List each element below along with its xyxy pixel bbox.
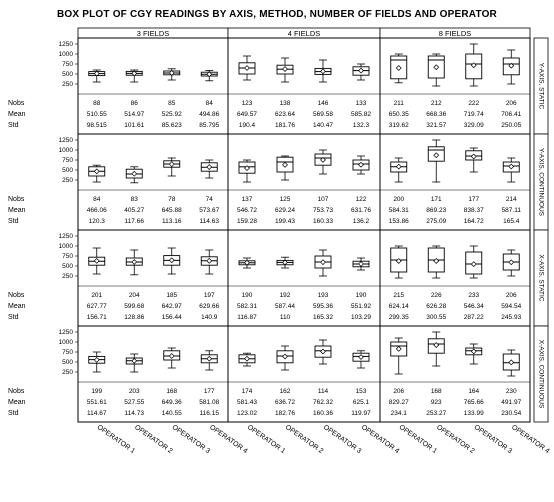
stat-value: 585.82 — [351, 111, 371, 118]
stat-value: 140.9 — [201, 314, 218, 321]
stat-value: 140.55 — [161, 410, 182, 417]
stat-value: 123.02 — [237, 410, 257, 417]
y-tick-label: 750 — [62, 61, 73, 69]
stat-value: 120.3 — [88, 218, 105, 225]
stat-value: 594.54 — [501, 303, 522, 310]
stat-value: 85.623 — [161, 122, 182, 129]
stat-value: 206 — [505, 292, 517, 299]
stat-label: Nobs — [8, 196, 25, 203]
y-tick-label: 1000 — [58, 51, 73, 59]
stat-value: 133.99 — [463, 410, 484, 417]
stat-value: 114 — [317, 388, 329, 395]
stat-value: 177 — [468, 196, 480, 203]
stat-value: 573.67 — [199, 207, 220, 214]
stat-value: 204 — [128, 292, 140, 299]
stat-value: 103.29 — [351, 314, 371, 321]
stat-value: 838.37 — [463, 207, 484, 214]
stat-value: 185 — [166, 292, 178, 299]
stat-value: 214 — [505, 196, 517, 203]
y-tick-label: 1250 — [58, 41, 73, 49]
stat-label: Std — [8, 410, 19, 417]
stat-value: 595.36 — [313, 303, 333, 310]
y-tick-label: 500 — [62, 167, 73, 175]
stat-value: 199 — [91, 388, 103, 395]
y-tick-label: 750 — [62, 157, 73, 165]
stat-value: 230.54 — [501, 410, 522, 417]
stat-value: 645.88 — [161, 207, 182, 214]
stat-value: 719.74 — [463, 111, 484, 118]
stat-value: 190 — [355, 292, 367, 299]
stat-label: Mean — [8, 303, 26, 310]
stat-value: 138 — [279, 100, 291, 107]
stat-value: 546.34 — [463, 303, 484, 310]
y-tick-label: 250 — [62, 177, 73, 185]
stat-value: 629.66 — [199, 303, 220, 310]
stat-value: 132.3 — [352, 122, 370, 129]
stat-value: 551.92 — [351, 303, 371, 310]
stat-value: 765.66 — [463, 399, 484, 406]
stat-value: 212 — [430, 100, 442, 107]
y-tick-label: 1000 — [58, 243, 73, 251]
stat-value: 190 — [241, 292, 253, 299]
stat-value: 510.55 — [86, 111, 107, 118]
stat-value: 491.97 — [501, 399, 522, 406]
stat-value: 192 — [279, 292, 291, 299]
stat-value: 193 — [317, 292, 329, 299]
stat-value: 215 — [393, 292, 405, 299]
y-tick-label: 500 — [62, 71, 73, 79]
x-category-label: OPERATOR 4 — [510, 423, 551, 456]
stat-label: Std — [8, 314, 19, 321]
y-tick-label: 500 — [62, 359, 73, 367]
stat-value: 329.09 — [463, 122, 484, 129]
stat-value: 625.1 — [352, 399, 370, 406]
stat-label: Mean — [8, 111, 26, 118]
stat-value: 650.35 — [388, 111, 409, 118]
stat-value: 527.55 — [124, 399, 145, 406]
stat-value: 136.2 — [352, 218, 370, 225]
stat-value: 623.64 — [275, 111, 295, 118]
stat-value: 84 — [93, 196, 101, 203]
stat-value: 107 — [317, 196, 329, 203]
x-category-label: OPERATOR 3 — [472, 423, 514, 456]
x-category-label: OPERATOR 3 — [321, 423, 363, 456]
stat-value: 162 — [279, 388, 291, 395]
stat-value: 116.15 — [199, 410, 219, 417]
x-category-label: OPERATOR 2 — [283, 423, 325, 456]
stat-value: 206 — [393, 388, 405, 395]
stat-value: 587.11 — [501, 207, 521, 214]
stat-value: 85 — [168, 100, 176, 107]
stat-value: 200 — [393, 196, 405, 203]
stat-label: Std — [8, 218, 19, 225]
stat-value: 160.36 — [313, 410, 333, 417]
stat-value: 125 — [279, 196, 291, 203]
stat-label: Nobs — [8, 388, 25, 395]
stat-value: 250.05 — [501, 122, 522, 129]
stat-value: 122 — [355, 196, 367, 203]
stat-value: 119.97 — [351, 410, 371, 417]
stat-value: 174 — [241, 388, 253, 395]
stat-label: Std — [8, 122, 19, 129]
y-tick-label: 750 — [62, 349, 73, 357]
stat-value: 762.32 — [313, 399, 333, 406]
stat-value: 74 — [205, 196, 213, 203]
stat-value: 405.27 — [124, 207, 145, 214]
stat-value: 203 — [128, 388, 140, 395]
chart-title: BOX PLOT OF CGY READINGS BY AXIS, METHOD, NUMBER OF FIELDS AND OPERATOR — [57, 9, 497, 20]
stat-value: 164 — [468, 388, 480, 395]
x-category-label: OPERATOR 1 — [397, 423, 439, 456]
stat-value: 581.43 — [237, 399, 257, 406]
x-category-label: OPERATOR 4 — [359, 423, 401, 456]
stat-value: 466.06 — [86, 207, 107, 214]
stat-value: 300.55 — [426, 314, 447, 321]
y-tick-label: 750 — [62, 253, 73, 261]
stat-value: 584.31 — [388, 207, 409, 214]
stat-value: 245.93 — [501, 314, 522, 321]
stat-value: 171 — [430, 196, 442, 203]
stat-value: 86 — [130, 100, 138, 107]
stat-value: 321.57 — [426, 122, 447, 129]
stat-value: 197 — [203, 292, 215, 299]
stat-value: 181.76 — [275, 122, 295, 129]
stat-value: 299.35 — [388, 314, 409, 321]
stat-value: 117.66 — [124, 218, 144, 225]
stat-value: 211 — [393, 100, 404, 107]
stat-value: 128.86 — [124, 314, 145, 321]
stat-value: 114.67 — [87, 410, 107, 417]
stat-value: 253.27 — [426, 410, 447, 417]
stat-value: 110 — [279, 314, 291, 321]
y-tick-label: 250 — [62, 273, 73, 281]
stat-value: 153 — [355, 388, 367, 395]
stat-value: 206 — [505, 100, 517, 107]
stat-value: 182.76 — [275, 410, 295, 417]
y-tick-label: 1250 — [58, 137, 73, 145]
stat-value: 114.63 — [199, 218, 219, 225]
row-header: X-AXIS, CONTINUOUS — [537, 339, 545, 409]
row-header: Y-AXIS, CONTINUOUS — [537, 147, 545, 217]
stat-value: 706.41 — [501, 111, 522, 118]
column-header: 4 FIELDS — [287, 29, 321, 38]
stat-value: 234.1 — [390, 410, 407, 417]
stat-value: 587.44 — [275, 303, 295, 310]
stat-value: 226 — [430, 292, 442, 299]
x-category-label: OPERATOR 2 — [133, 423, 174, 456]
x-category-label: OPERATOR 1 — [95, 423, 137, 456]
stat-value: 137 — [241, 196, 253, 203]
stat-value: 146 — [317, 100, 329, 107]
column-header: 8 FIELDS — [438, 29, 472, 38]
stat-value: 165.4 — [503, 218, 520, 225]
y-tick-label: 1000 — [58, 147, 73, 155]
stat-value: 546.72 — [237, 207, 257, 214]
stat-value: 101.61 — [124, 122, 145, 129]
stat-value: 869.23 — [426, 207, 447, 214]
stat-value: 168 — [430, 388, 442, 395]
x-category-label: OPERATOR 3 — [170, 423, 212, 456]
stat-label: Mean — [8, 207, 26, 214]
stat-value: 649.57 — [237, 111, 257, 118]
stat-value: 569.58 — [313, 111, 333, 118]
stat-value: 923 — [430, 399, 442, 406]
column-header: 3 FIELDS — [136, 29, 170, 38]
x-category-label: OPERATOR 4 — [208, 423, 249, 456]
stat-value: 199.43 — [275, 218, 295, 225]
stat-value: 753.73 — [313, 207, 333, 214]
stat-value: 83 — [130, 196, 138, 203]
y-tick-label: 500 — [62, 263, 73, 271]
stat-value: 629.24 — [275, 207, 295, 214]
stat-value: 168 — [166, 388, 178, 395]
stat-value: 160.33 — [313, 218, 333, 225]
stat-value: 275.09 — [426, 218, 447, 225]
x-category-label: OPERATOR 2 — [435, 423, 476, 456]
stat-value: 626.28 — [426, 303, 447, 310]
y-tick-label: 250 — [62, 369, 73, 377]
stat-value: 287.22 — [463, 314, 484, 321]
x-category-label: OPERATOR 1 — [245, 423, 287, 456]
stat-value: 85.795 — [199, 122, 220, 129]
stat-value: 177 — [203, 388, 215, 395]
stat-value: 116.87 — [237, 314, 257, 321]
row-header: X-AXIS, STATIC — [537, 254, 545, 302]
stat-label: Nobs — [8, 292, 25, 299]
y-tick-label: 1000 — [58, 339, 73, 347]
stat-value: 514.97 — [124, 111, 145, 118]
stat-value: 156.71 — [86, 314, 107, 321]
stat-value: 190.4 — [238, 122, 256, 129]
stat-value: 582.31 — [237, 303, 257, 310]
stat-value: 123 — [241, 100, 253, 107]
row-header: Y-AXIS, STATIC — [537, 62, 545, 110]
stat-value: 113.16 — [162, 218, 182, 225]
stat-value: 525.92 — [161, 111, 182, 118]
stat-value: 133 — [355, 100, 367, 107]
stat-value: 636.72 — [275, 399, 295, 406]
stat-label: Mean — [8, 399, 26, 406]
stat-value: 551.61 — [86, 399, 107, 406]
stat-value: 78 — [168, 196, 176, 203]
stat-value: 631.76 — [351, 207, 371, 214]
stat-value: 233 — [468, 292, 480, 299]
stat-value: 84 — [205, 100, 213, 107]
stat-value: 494.86 — [199, 111, 220, 118]
y-tick-label: 1250 — [58, 329, 73, 337]
stat-value: 164.72 — [463, 218, 484, 225]
stat-value: 98.515 — [86, 122, 107, 129]
stat-value: 201 — [91, 292, 103, 299]
stat-value: 114.73 — [124, 410, 144, 417]
stat-value: 156.44 — [161, 314, 182, 321]
stat-value: 829.27 — [388, 399, 409, 406]
stat-value: 624.14 — [388, 303, 409, 310]
y-tick-label: 250 — [62, 81, 73, 89]
stat-value: 668.36 — [426, 111, 447, 118]
stat-value: 165.32 — [313, 314, 333, 321]
stat-value: 222 — [468, 100, 480, 107]
y-tick-label: 1250 — [58, 233, 73, 241]
stat-value: 581.08 — [199, 399, 220, 406]
stat-value: 642.97 — [161, 303, 182, 310]
stat-value: 599.68 — [124, 303, 145, 310]
stat-value: 88 — [93, 100, 101, 107]
stat-label: Nobs — [8, 100, 25, 107]
stat-value: 649.36 — [161, 399, 182, 406]
stat-value: 153.86 — [388, 218, 409, 225]
stat-value: 627.77 — [86, 303, 107, 310]
stat-value: 159.28 — [237, 218, 257, 225]
stat-value: 319.62 — [388, 122, 409, 129]
stat-value: 230 — [505, 388, 517, 395]
stat-value: 140.47 — [313, 122, 333, 129]
